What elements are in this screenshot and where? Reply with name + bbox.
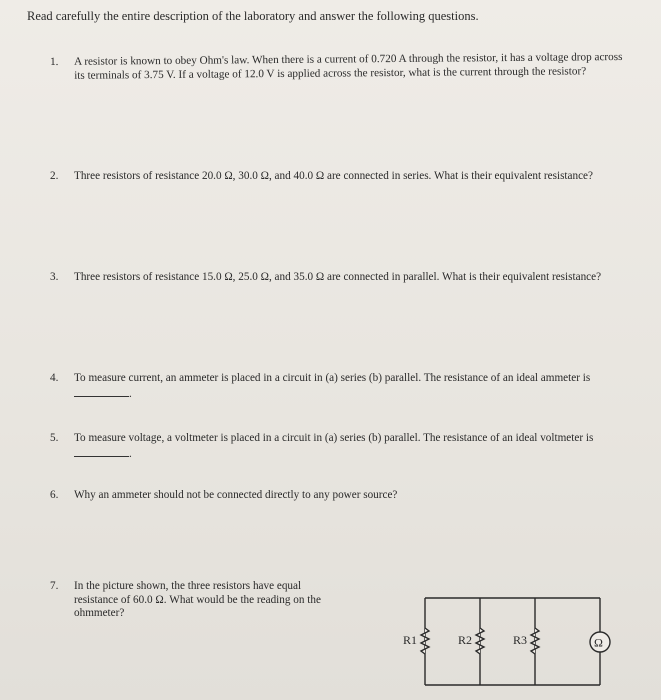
question-tail: . (129, 447, 132, 460)
question-tail: . (129, 387, 132, 400)
question-7 (50, 580, 340, 621)
question-number: 7. (50, 580, 59, 592)
question-number: 2. (50, 170, 59, 182)
question-5 (50, 432, 610, 461)
resistor-label-r1: R1 (403, 633, 418, 647)
answer-blank[interactable] (74, 446, 129, 457)
answer-blank[interactable] (74, 386, 129, 397)
question-2 (50, 170, 610, 184)
question-text-wrap (74, 432, 610, 461)
question-3 (50, 271, 610, 285)
question-1 (50, 51, 625, 83)
resistor-r1-symbol (421, 628, 429, 654)
resistor-r2-symbol (476, 628, 484, 654)
question-4 (50, 372, 610, 401)
ohmmeter-symbol: Ω (594, 635, 603, 650)
question-number: 6. (50, 489, 59, 501)
question-number: 1. (50, 55, 59, 68)
question-6 (50, 489, 610, 503)
question-number: 4. (50, 372, 59, 384)
question-text: Why an ammeter should not be connected directly to any power source? (74, 489, 398, 501)
question-text: A resistor is known to obey Ohm's law. When there is a current of 0.720 A through the resistor, it has a voltage drop across its terminals of 3.75 V. If a voltage of 12.0 V is applied across the resistor, what is the current through the resistor? (73, 51, 623, 82)
question-number: 5. (50, 432, 59, 444)
question-text: Three resistors of resistance 15.0 Ω, 25.0 Ω, and 35.0 Ω are connected in parallel. What is their equivalent resistance? (74, 271, 602, 283)
question-text-wrap (74, 372, 610, 401)
circuit-diagram (385, 590, 635, 695)
resistor-label-r2: R2 (458, 633, 473, 647)
resistor-r3-symbol (531, 628, 539, 654)
question-text: In the picture shown, the three resistors have equal resistance of 60.0 Ω. What would be the reading on the ohmmeter? (74, 580, 321, 619)
question-text: Three resistors of resistance 20.0 Ω, 30.0 Ω, and 40.0 Ω are connected in series. What is their equivalent resistance? (74, 170, 593, 182)
question-text: To measure current, an ammeter is placed in a circuit in (a) series (b) parallel. The resistance of an ideal ammeter is (74, 372, 591, 384)
question-text: To measure voltage, a voltmeter is placed in a circuit in (a) series (b) parallel. The resistance of an ideal voltmeter is (74, 432, 594, 444)
question-number: 3. (50, 271, 59, 283)
resistor-label-r3: R3 (513, 633, 528, 647)
instructions-heading: Read carefully the entire description of the laboratory and answer the following questions. (27, 9, 479, 23)
